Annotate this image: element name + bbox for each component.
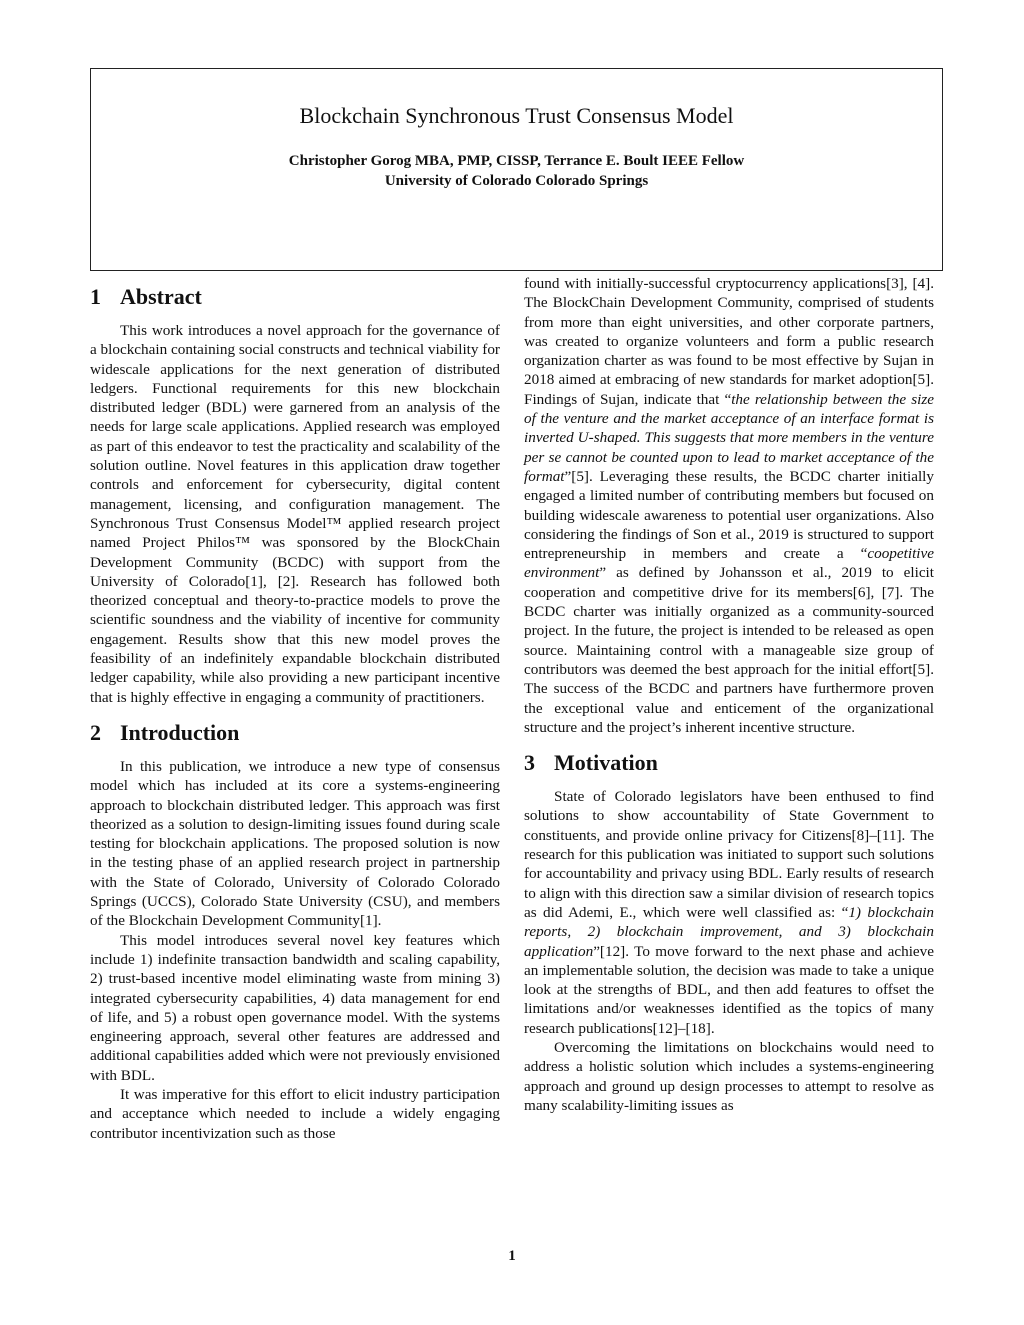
section-title: Introduction <box>120 719 240 745</box>
text-run: State of Colorado legislators have been enthused to find solutions to show accountability of State Government to constituents, and provide online privacy for Citizens[8]–[11]. The research for this publication was initiated to support such solutions for accountability and privacy using BDL. Early results of research to align with this direction saw a similar division of research topics as did Ademi, E., which were well classified as: “ <box>524 788 934 921</box>
intro-paragraph-3-continued <box>524 274 934 737</box>
text-run: ”[5]. Leveraging these results, the BCDC charter initially engaged a limited number of contributing members but focused on building widescale awareness to potential user organizations. Also considering the findings of Son et al., 2019 is structured to support entrepreneurship in members and create a “ <box>524 467 934 563</box>
paper-title: Blockchain Synchronous Trust Consensus Model <box>299 103 734 128</box>
section-number: 1 <box>90 284 101 309</box>
author-block <box>91 151 942 191</box>
section-title: Motivation <box>554 750 658 776</box>
intro-paragraph-1: In this publication, we introduce a new type of consensus model which has included at its core a systems-engineering approach to blockchain distributed ledger. This approach was first theorized as a solution to design-limiting issues found during scale testing for blockchain applications. The proposed solution is now in the testing phase of an applied research project in partnership with the State of Colorado, University of Colorado Colorado Springs (UCCS), Colorado State University (CSU), and members of the Blockchain Development Community[1]. <box>90 757 500 930</box>
left-column <box>90 283 500 1143</box>
page-number: 1 <box>508 1248 516 1264</box>
right-column <box>524 274 934 1115</box>
section-heading-abstract <box>90 283 500 311</box>
abstract-paragraph: This work introduces a novel approach for the governance of a blockchain containing social constructs and technical viability for widescale applications for the next generation of distributed ledgers. Functional requirements for this new blockchain distributed ledger (BDL) were garnered from an analysis of the needs for large scale applications. Applied research was employed as part of this endeavor to test the practicality and scalability of the solution outline. Novel features in this application draw together controls and enforcement for cybersecurity, digital content management, licensing, and configuration management. The Synchronous Trust Consensus Model™ applied research project named Project Philos™ was sponsored by the BlockChain Development Community (BCDC) with support from the University of Colorado[1], [2]. Research has followed both theorized conceptual and theory-to-practice models to prove the scientific soundness and the viability of incentive for community engagement. Results show that this new model proves the feasibility of an indefinitely expandable blockchain distributed ledger capability, while also providing a new participant incentive that is highly effective in engaging a community of practitioners. <box>90 322 500 706</box>
intro-paragraph-3: It was imperative for this effort to elicit industry participation and acceptance which needed to include a widely engaging contributor incentivization such as those <box>90 1085 500 1142</box>
text-run: ” as defined by Johansson et al., 2019 to elicit cooperation and competitive drive for its members[6], [7]. The BCDC charter was initially organized as a community-sourced project. In the future, the project is intended to be released as open source. Maintaining control with a manageable size group of contributors was deemed the best approach for the initial effort[5]. The success of the BCDC and partners have furthermore proven the exceptional value and enticement of the organizational structure and the project’s inherent incentive structure. <box>524 564 934 736</box>
section-heading-motivation <box>524 749 934 777</box>
section-heading-introduction <box>90 719 500 747</box>
motivation-paragraph-1 <box>524 787 934 1038</box>
motivation-paragraph-2: Overcoming the limitations on blockchains would need to address a holistic solution which includes a systems-engineering approach and ground up design processes to attempt to resolve as many scalability-limiting issues as <box>524 1038 934 1114</box>
authors: Christopher Gorog MBA, PMP, CISSP, Terrance E. Boult IEEE Fellow <box>288 153 745 169</box>
quote-sujan: the relationship between the size of the venture and the market acceptance of an interface format is inverted U-shaped. This suggests that more members in the venture per se cannot be counted upon to lead to market acceptance of the format <box>524 390 934 485</box>
section-number: 2 <box>90 719 101 745</box>
text-run: ”[12]. To move forward to the next phase and achieve an implementable solution, the decision was made to take a unique look at the strengths of BDL, and then add features to offset the limitations and/or weaknesses identified as the topics of many research publications[12]–[18]. <box>524 942 934 1037</box>
quote-coopetitive: coopetitive environment <box>524 545 934 582</box>
title-block <box>90 68 943 271</box>
quote-ademi: 1) blockchain reports, 2) blockchain improvement, and 3) blockchain application <box>524 903 934 960</box>
affiliation: University of Colorado Colorado Springs <box>384 173 649 189</box>
intro-paragraph-2: This model introduces several novel key features which include 1) indefinite transaction bandwidth and scaling capability, 2) trust-based incentive model eliminating waste from mining 3) integrated cybersecurity capabilities, 4) data management for end of life, and 5) a robust open governance model. With the systems engineering approach, several other features are addressed and additional capabilities added which were not previously envisioned with BDL. <box>90 931 500 1084</box>
text-run: found with initially-successful cryptocurrency applications[3], [4]. The BlockChain Development Community, comprised of students from more than eight universities, and other corporate partners, was created to organize volunteers and form a public research organization charter as was found to be most effective by Sujan in 2018 aimed at embracing of new standards for market adoption[5]. Findings of Sujan, indicate that “ <box>524 275 934 408</box>
section-number: 3 <box>524 750 535 776</box>
section-title: Abstract <box>120 284 202 309</box>
